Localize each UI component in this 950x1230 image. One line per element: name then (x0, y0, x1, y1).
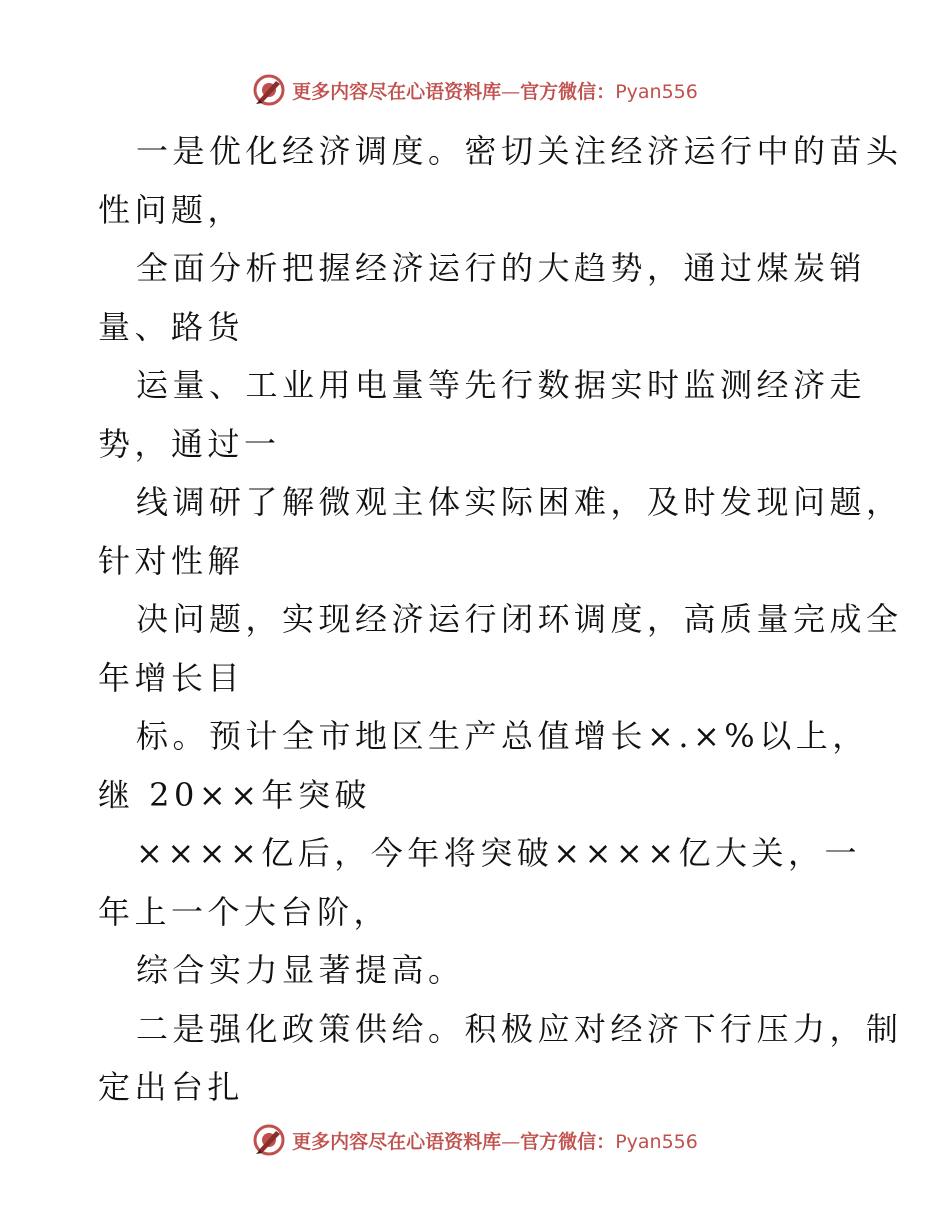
text-line: 性问题， (98, 190, 245, 229)
text-line: 全面分析把握经济运行的大趋势，通过煤炭销 (136, 249, 867, 287)
text-line: 二是强化政策供给。积极应对经济下行压力，制 (136, 1009, 903, 1048)
text-line: 势，通过一 (98, 424, 281, 463)
text-line: 继 20××年突破 (98, 775, 372, 814)
pen-logo-icon (252, 1123, 286, 1157)
text-line: 一是优化经济调度。密切关注经济运行中的苗头 (136, 132, 903, 170)
watermark-text: 更多内容尽在心语资料库—官方微信：Pyan556 (292, 1130, 698, 1153)
text-line: 量、路货 (98, 307, 245, 346)
text-line: 标。预计全市地区生产总值增长×.×%以上， (136, 717, 869, 755)
text-line: 针对性解 (98, 541, 245, 580)
text-line: 定出台扎 (98, 1068, 245, 1106)
document-body (98, 122, 903, 1117)
pen-logo-icon (252, 73, 286, 107)
text-line: 运量、工业用电量等先行数据实时监测经济走 (136, 366, 867, 404)
text-line: 年增长目 (98, 658, 245, 697)
footer-watermark (0, 1120, 950, 1160)
text-line: ××××亿后，今年将突破××××亿大关，一 (136, 834, 862, 872)
text-line: 决问题，实现经济运行闭环调度，高质量完成全 (136, 600, 903, 638)
text-line: 线调研了解微观主体实际困难，及时发现问题， (136, 483, 903, 521)
text-line: 综合实力显著提高。 (136, 951, 465, 989)
header-watermark (0, 70, 950, 110)
watermark-text: 更多内容尽在心语资料库—官方微信：Pyan556 (292, 80, 698, 103)
text-line: 年上一个大台阶， (98, 892, 391, 931)
